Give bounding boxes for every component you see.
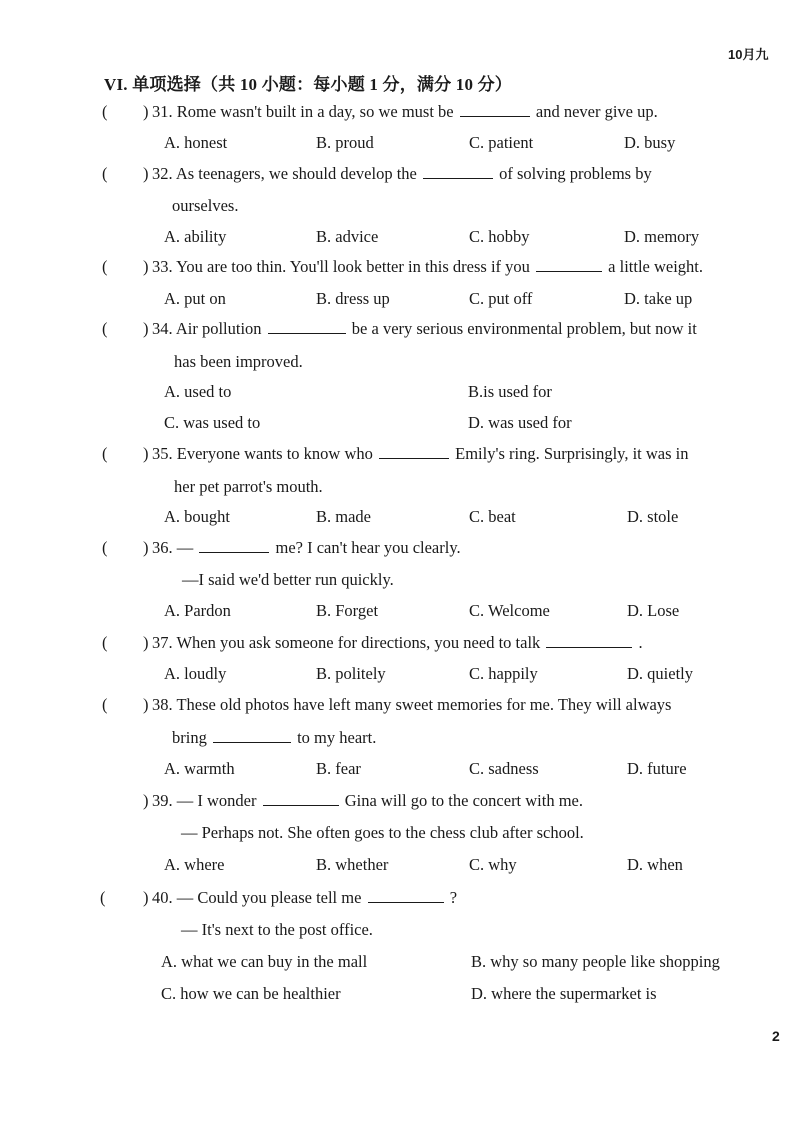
option-a: A. loudly — [164, 664, 227, 683]
answer-paren-open: ( — [100, 888, 106, 907]
answer-paren-open: ( — [102, 164, 108, 183]
answer-paren-close: ) — [143, 102, 149, 121]
page-number: 2 — [772, 1028, 780, 1044]
answer-blank — [423, 164, 493, 179]
question-continuation: — Perhaps not. She often goes to the chess club after school. — [181, 823, 584, 842]
answer-paren-open: ( — [102, 695, 108, 714]
question-text: 40. — Could you please tell me — [152, 888, 362, 907]
answer-paren-close: ) — [143, 791, 149, 810]
question-line — [152, 164, 652, 184]
option-a: A. bought — [164, 507, 230, 526]
option-b: B. made — [316, 507, 371, 526]
question-text: 33. You are too thin. You'll look better in this dress if you — [152, 257, 530, 276]
option-b: B. why so many people like shopping — [471, 952, 720, 971]
option-b: B.is used for — [468, 382, 552, 401]
option-b: B. whether — [316, 855, 389, 874]
question-text: of solving problems by — [499, 164, 652, 183]
option-c: C. patient — [469, 133, 534, 152]
answer-paren-close: ) — [143, 257, 149, 276]
question-text: a little weight. — [608, 257, 704, 276]
option-a: A. used to — [164, 382, 232, 401]
question-line — [152, 695, 671, 715]
option-a: A. put on — [164, 289, 226, 308]
option-d: D. quietly — [627, 664, 693, 683]
option-c: C. hobby — [469, 227, 530, 246]
answer-paren-close: ) — [143, 695, 149, 714]
option-a: A. ability — [164, 227, 227, 246]
option-a: A. Pardon — [164, 601, 231, 620]
answer-paren-close: ) — [143, 444, 149, 463]
option-c: C. why — [469, 855, 517, 874]
answer-blank — [368, 888, 444, 903]
answer-blank — [213, 728, 291, 743]
question-text: Gina will go to the concert with me. — [344, 791, 584, 810]
option-b: B. fear — [316, 759, 361, 778]
question-line — [152, 257, 703, 277]
answer-paren-open: ( — [102, 102, 108, 121]
answer-paren-close: ) — [143, 538, 149, 557]
answer-paren-close: ) — [143, 888, 149, 907]
option-d: D. memory — [624, 227, 700, 246]
question-text: be a very serious environmental problem, but now it — [351, 319, 697, 338]
question-text: 37. When you ask someone for directions, you need to talk — [152, 633, 541, 652]
question-continuation: —I said we'd better run quickly. — [182, 570, 394, 589]
answer-blank — [268, 319, 346, 334]
question-text: ? — [449, 888, 458, 907]
question-text: 34. Air pollution — [152, 319, 262, 338]
question-text: 31. Rome wasn't built in a day, so we must be — [152, 102, 454, 121]
question-text: Emily's ring. Surprisingly, it was in — [455, 444, 689, 463]
option-d: D. where the supermarket is — [471, 984, 657, 1003]
option-b: B. advice — [316, 227, 379, 246]
corner-note: 10月九 — [728, 47, 769, 62]
option-d: D. future — [627, 759, 687, 778]
option-c: C. put off — [469, 289, 533, 308]
option-b: B. Forget — [316, 601, 379, 620]
option-d: D. take up — [624, 289, 693, 308]
answer-paren-open: ( — [102, 319, 108, 338]
question-continuation — [172, 728, 376, 748]
question-text: 36. — — [152, 538, 194, 557]
option-c: C. happily — [469, 664, 538, 683]
answer-paren-open: ( — [102, 538, 108, 557]
option-a: A. honest — [164, 133, 228, 152]
option-a: A. what we can buy in the mall — [161, 952, 368, 971]
answer-paren-open: ( — [102, 444, 108, 463]
section-title: VI. 单项选择（共 10 小题：每小题 1 分，满分 10 分） — [104, 75, 512, 94]
question-continuation: ourselves. — [172, 196, 239, 215]
question-text: 38. These old photos have left many sweet memories for me. They will always — [152, 695, 672, 714]
question-text: 32. As teenagers, we should develop the — [152, 164, 417, 183]
question-continuation: — It's next to the post office. — [181, 920, 373, 939]
answer-paren-close: ) — [143, 164, 149, 183]
answer-paren-close: ) — [143, 633, 149, 652]
answer-paren-close: ) — [143, 319, 149, 338]
question-line — [152, 633, 643, 653]
question-line — [152, 888, 457, 908]
question-line — [152, 444, 689, 464]
answer-blank — [536, 257, 602, 272]
question-line — [152, 538, 461, 558]
question-text: 39. — I wonder — [152, 791, 257, 810]
option-d: D. was used for — [468, 413, 572, 432]
question-line — [152, 791, 583, 811]
option-c: C. how we can be healthier — [161, 984, 341, 1003]
option-c: C. sadness — [469, 759, 539, 778]
question-continuation: has been improved. — [174, 352, 303, 371]
answer-paren-open: ( — [102, 257, 108, 276]
answer-blank — [199, 538, 269, 553]
option-d: D. Lose — [627, 601, 680, 620]
question-line — [152, 102, 658, 122]
question-continuation: her pet parrot's mouth. — [174, 477, 323, 496]
question-text: and never give up. — [535, 102, 658, 121]
question-text: bring — [172, 728, 207, 747]
answer-blank — [263, 791, 339, 806]
answer-blank — [546, 633, 632, 648]
option-c: C. beat — [469, 507, 516, 526]
option-d: D. stole — [627, 507, 679, 526]
option-a: A. where — [164, 855, 225, 874]
option-c: C. Welcome — [469, 601, 550, 620]
question-text: to my heart. — [297, 728, 377, 747]
option-b: B. dress up — [316, 289, 390, 308]
question-text: 35. Everyone wants to know who — [152, 444, 373, 463]
question-text: . — [638, 633, 643, 652]
answer-paren-open: ( — [102, 633, 108, 652]
question-text: me? I can't hear you clearly. — [275, 538, 461, 557]
option-d: D. busy — [624, 133, 676, 152]
option-b: B. proud — [316, 133, 374, 152]
option-d: D. when — [627, 855, 683, 874]
question-line — [152, 319, 697, 339]
option-a: A. warmth — [164, 759, 235, 778]
answer-blank — [460, 102, 530, 117]
answer-blank — [379, 444, 449, 459]
option-b: B. politely — [316, 664, 386, 683]
option-c: C. was used to — [164, 413, 261, 432]
